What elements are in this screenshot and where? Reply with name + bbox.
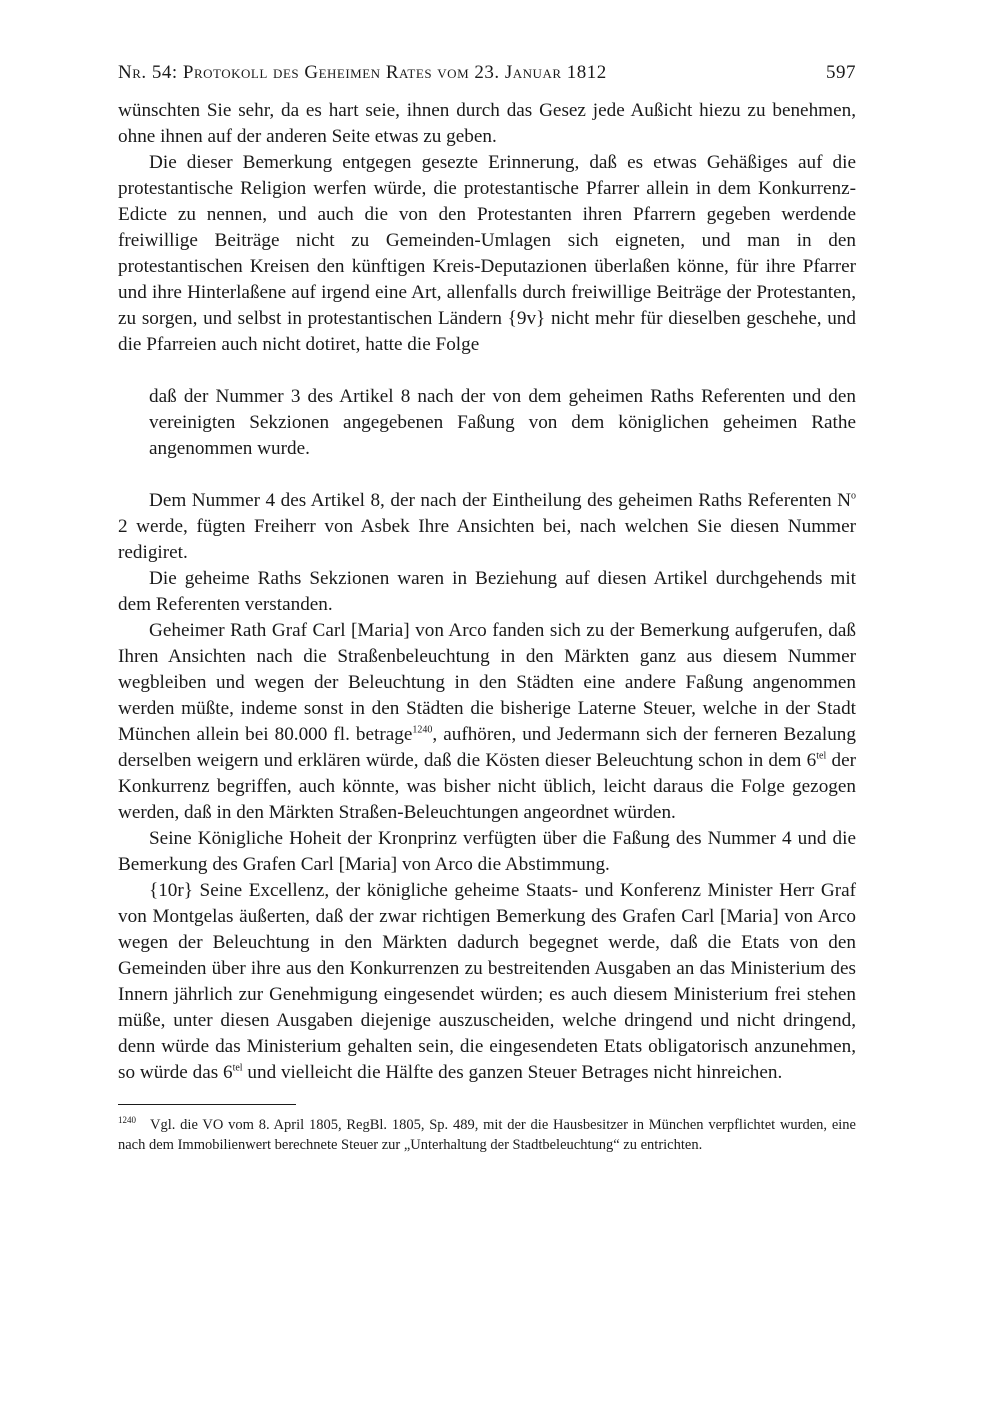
footnote-reference[interactable]: 1240 — [412, 724, 433, 736]
page-number: 597 — [826, 62, 856, 83]
superscript: o — [851, 490, 856, 502]
footnote-number: 1240 — [118, 1115, 136, 1126]
running-title: Nr. 54: Protokoll des Geheimen Rates vom 23. Januar 1812 — [118, 62, 607, 83]
footnote-text: Vgl. die VO vom 8. April 1805, RegBl. 1805, Sp. 489, mit der die Hausbesitzer in München verpflichtet wurden, eine nach dem Immobilienwert berechnete Steuer zur „Unterhaltung der Stadtbeleuchtung“ zu entrichten. — [118, 1117, 856, 1153]
resolution-text: daß der Nummer 3 des Artikel 8 nach der von dem geheimen Raths Referenten und den vereinigten Sekzionen angegebenen Faßung von dem königlichen geheimen Rathe angenommen wurde. — [149, 386, 856, 459]
resolution-block — [149, 384, 856, 462]
footnote-separator — [118, 1104, 296, 1105]
paragraph: Geheimer Rath Graf Carl [Maria] von Arco fanden sich zu der Bemerkung aufgerufen, daß Ihren Ansichten nach die Straßenbeleuchtung in den Märkten ganz aus diesem Nummer wegbleiben und wegen der Beleuchtung in den Städten eine andere Faßung angenommen werden müßte, indeme sonst in den Städten die bisherige Laterne Steuer, welche in der Stadt München allein bei 80.000 fl. betrage$^{1240}$, aufhören, und Jedermann sich der ferneren Bezalung derselben weigern und erklären würde, daß die Kösten dieser Beleuchtung schon in dem $6^{tel}$ der Konkurrenz begriffen, auch könnte, was bisher nicht üblich, leicht daraus die Folge gezogen werden, daß in den Märkten Straßen-Beleuchtungen angeordnet würden. — [118, 620, 856, 823]
paragraph: Seine Königliche Hoheit der Kronprinz verfügten über die Faßung des Nummer 4 und die Bemerkung des Grafen Carl [Maria] von Arco die Abstimmung. — [118, 828, 856, 875]
paragraph: wünschten Sie sehr, da es hart seie, ihnen durch das Gesez jede Außicht hiezu zu benehmen, ohne ihnen auf der anderen Seite etwas zu geben. — [118, 100, 856, 147]
paragraph: Die dieser Bemerkung entgegen gesezte Erinnerung, daß es etwas Gehäßiges auf die protestantische Religion werfen würde, die protestantische Pfarrer allein in dem Konkurrenz-Edicte zu nennen, und auch die von den Protestanten ihren Pfarrern gegeben werdende freiwillige Beiträge nicht zu Gemeinden-Umlagen sich eigneten, und man in den protestantischen Kreisen den künftigen Kreis-Deputazionen überlaßen könne, für ihre Pfarrer und ihre Hinterlaßene auf irgend eine Art, allenfalls durch freiwillige Beiträge der Protestanten, zu sorgen, und selbst in protestantischen Ländern {9v} nicht mehr für dieselben geschehe, und die Pfarreien auch nicht dotiret, hatte die Folge — [118, 152, 856, 355]
paragraph: {10r} Seine Excellenz, der königliche geheime Staats- und Konferenz Minister Herr Graf von Montgelas äußerten, daß der zwar richtigen Bemerkung des Grafen Carl [Maria] von Arco wegen der Beleuchtung in den Märkten dadurch begegnet werde, daß die Etats von den Gemeinden über ihre aus den Konkurrenzen zu bestreitenden Ausgaben an das Ministerium des Innern jährlich zur Genehmigung eingesendet würden; es auch diesem Ministerium frei stehen müße, unter diesen Ausgaben diejenige auszuscheiden, welche dringend und nicht dringend, denn würde das Ministerium gehalten sein, die eingesendeten Etats obligatorisch anzunehmen, so würde das $6^{tel}$ und vielleicht die Hälfte des ganzen Steuer Betrages nicht hinreichen. — [118, 880, 856, 1083]
running-header — [118, 62, 856, 98]
superscript: tel — [232, 1062, 243, 1074]
superscript: tel — [816, 750, 827, 762]
paragraph: Dem Nummer 4 des Artikel 8, der nach der Eintheilung des geheimen Raths Referenten $N^o$ 2 werde, fügten Freiherr von Asbek Ihre Ansichten bei, nach welchen Sie diesen Nummer redigiret. — [118, 490, 856, 563]
paragraph: Die geheime Raths Sekzionen waren in Beziehung auf diesen Artikel durchgehends mit dem Referenten verstanden. — [118, 568, 856, 615]
document-page — [118, 62, 856, 1155]
footnote — [118, 1115, 856, 1155]
